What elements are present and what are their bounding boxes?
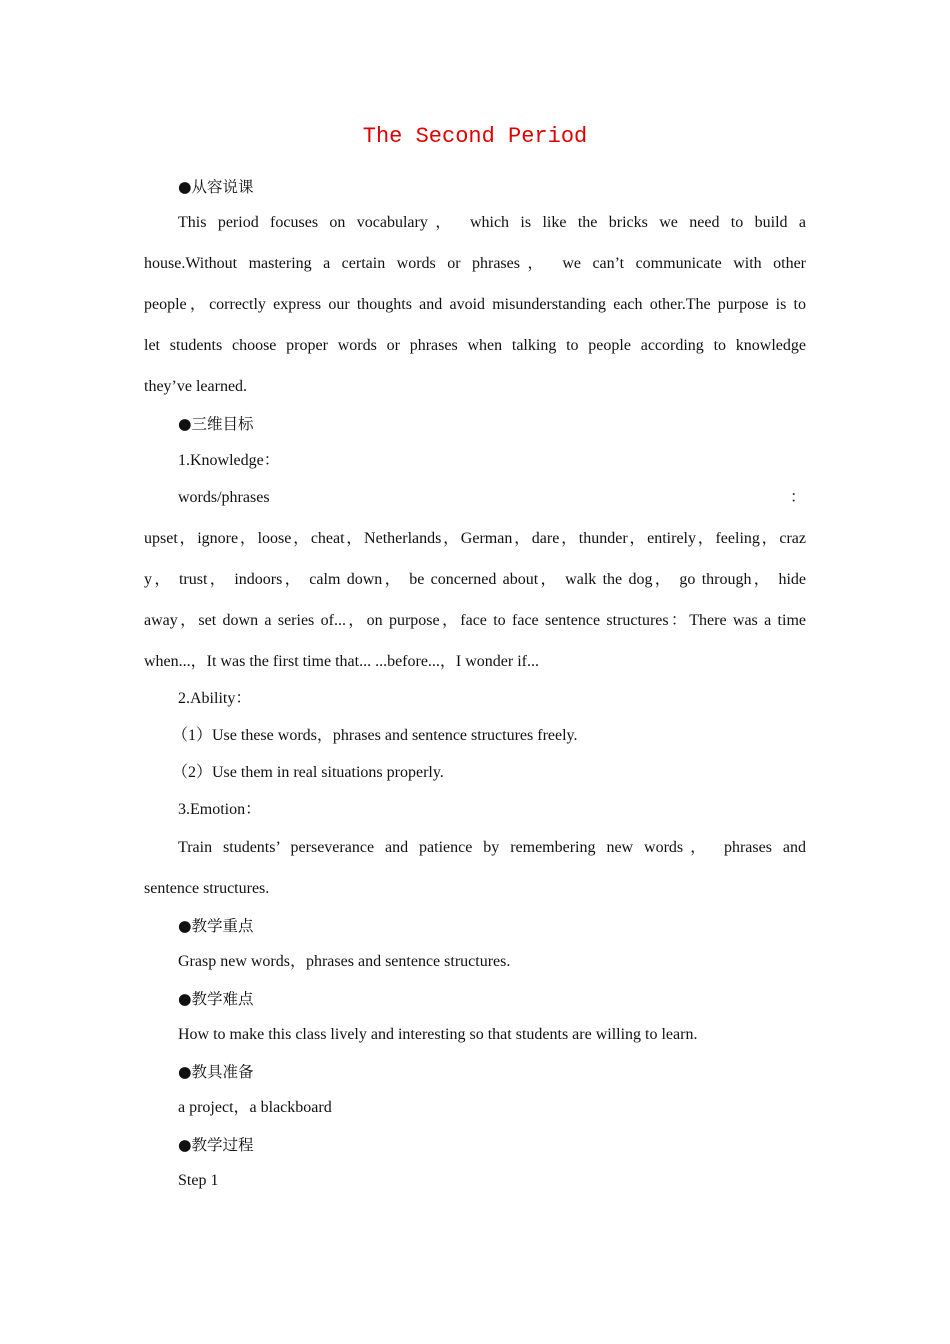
section-heading-procedure: ●教学过程 (178, 1136, 254, 1154)
intro-line-3: people，correctly express our thoughts and avoid misunderstanding each other.The purpose is to (144, 296, 806, 313)
intro-line-1: This period focuses on vocabulary， which is like the bricks we need to build a (178, 214, 806, 231)
intro-line-2: house.Without mastering a certain words or phrases， we can’t communicate with other (144, 255, 806, 272)
difficult-point-text: How to make this class lively and interesting so that students are willing to learn. (178, 1026, 698, 1043)
section-heading-difficult-points: ●教学难点 (178, 990, 254, 1008)
knowledge-line-1: upset，ignore，loose，cheat，Netherlands，German，dare，thunder，entirely，feeling，craz (144, 530, 806, 547)
emotion-line-1: Train students’ perseverance and patience by remembering new words， phrases and (178, 839, 806, 856)
page-title: The Second Period (362, 124, 588, 149)
ability-label: 2.Ability： (178, 690, 252, 707)
key-point-text: Grasp new words，phrases and sentence structures. (178, 953, 511, 970)
ability-item-1: （1）Use these words，phrases and sentence structures freely. (172, 727, 578, 744)
step-label: Step 1 (178, 1172, 219, 1189)
section-heading-objectives: ●三维目标 (178, 415, 254, 433)
words-phrases-colon: ： (789, 489, 806, 506)
section-heading-lecture: ●从容说课 (178, 178, 254, 196)
knowledge-line-3: away，set down a series of...，on purpose，face to face sentence structures：There was a time (144, 612, 806, 629)
knowledge-label: 1.Knowledge： (178, 452, 280, 469)
emotion-label: 3.Emotion： (178, 801, 262, 818)
section-heading-key-points: ●教学重点 (178, 917, 254, 935)
section-heading-teaching-aids: ●教具准备 (178, 1063, 254, 1081)
intro-line-5: they’ve learned. (144, 378, 248, 395)
words-phrases-label: words/phrases (178, 489, 270, 506)
knowledge-line-2: y， trust， indoors， calm down， be concerned about， walk the dog， go through， hide (144, 571, 806, 588)
emotion-line-2: sentence structures. (144, 880, 270, 897)
ability-item-2: （2）Use them in real situations properly. (172, 764, 444, 781)
knowledge-line-4: when...，It was the first time that... ...before...，I wonder if... (144, 653, 540, 670)
intro-line-4: let students choose proper words or phrases when talking to people according to knowledge (144, 337, 806, 354)
teaching-aids-text: a project，a blackboard (178, 1099, 332, 1116)
words-phrases-row (178, 487, 806, 509)
